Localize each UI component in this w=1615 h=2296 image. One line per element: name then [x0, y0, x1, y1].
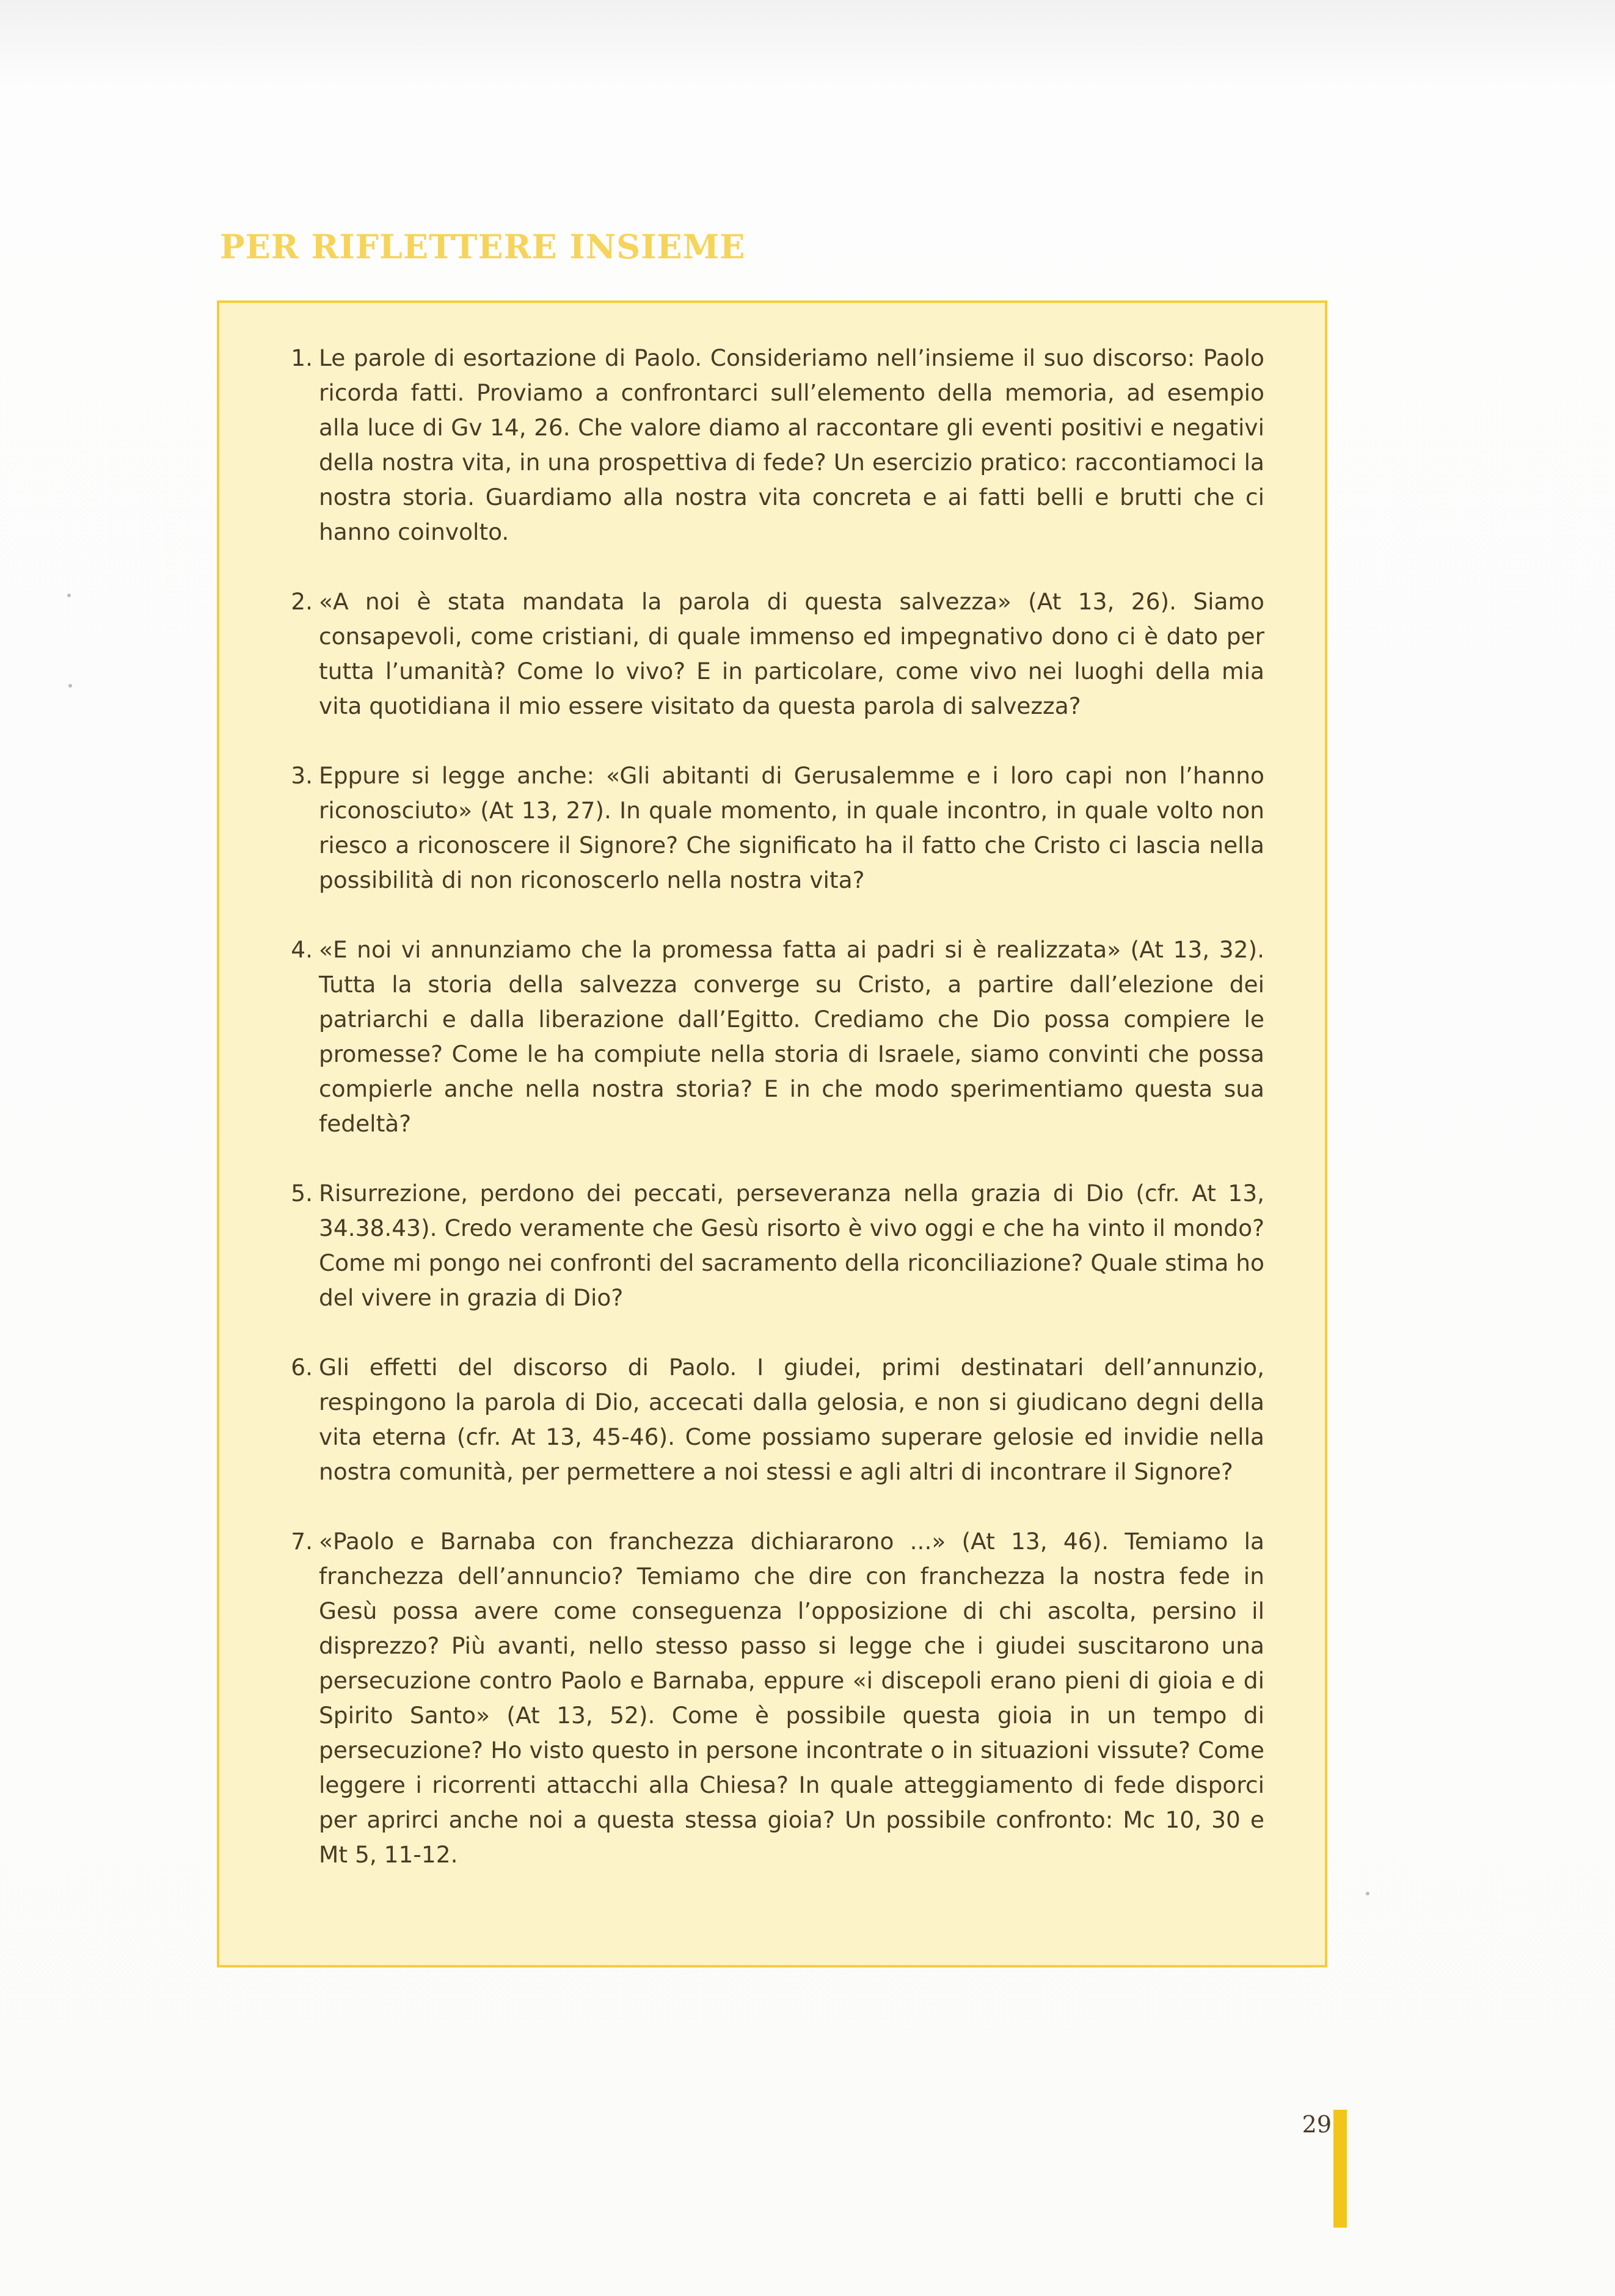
question-number: 3. — [291, 762, 313, 789]
question-item — [275, 1176, 1264, 1315]
question-text: Gli effetti del discorso di Paolo. I giudei, primi destinatari dell’annunzio, respingono la parola di Dio, accecati dalla gelosia, e non si giudicano degni della vita eterna (cfr. At 13, 45-46). Come possiamo superare gelosie ed invidie nella nostra comunità, per permettere a noi stessi e agli altri di incontrare il Signore? — [319, 1354, 1264, 1485]
scan-speck — [67, 594, 71, 597]
question-text: «A noi è stata mandata la parola di questa salvezza» (At 13, 26). Siamo consapevoli, come cristiani, di quale immenso ed impegnativo dono ci è dato per tutta l’umanità? Come lo vivo? E in particolare, come vivo nei luoghi della mia vita quotidiana il mio essere visitato da questa parola di salvezza? — [319, 588, 1264, 719]
question-number: 4. — [291, 936, 313, 963]
question-number: 6. — [291, 1354, 313, 1381]
scan-speck — [1366, 1892, 1369, 1895]
question-number: 5. — [291, 1180, 313, 1207]
page-tab-marker — [1333, 2110, 1347, 2228]
question-text: Risurrezione, perdono dei peccati, perseveranza nella grazia di Dio (cfr. At 13, 34.38.43). Credo veramente che Gesù risorto è vivo oggi e che ha vinto il mondo? Come mi pongo nei confronti del sacramento della riconciliazione? Quale stima ho del vivere in grazia di Dio? — [319, 1180, 1264, 1311]
question-text: «E noi vi annunziamo che la promessa fatta ai padri si è realizzata» (At 13, 32). Tutta la storia della salvezza converge su Cristo, a partire dall’elezione dei patriarchi e dalla liberazione dall’Egitto. Crediamo che Dio possa compiere le promesse? Come le ha compiute nella storia di Israele, siamo convinti che possa compierle anche nella nostra storia? E in che modo sperimentiamo questa sua fedeltà? — [319, 936, 1264, 1137]
question-number: 7. — [291, 1528, 313, 1555]
question-item — [275, 932, 1264, 1141]
question-item — [275, 341, 1264, 550]
question-item — [275, 1350, 1264, 1489]
scan-fold-shadow — [0, 0, 1615, 85]
page-number: 29 — [1302, 2111, 1332, 2138]
question-item — [275, 584, 1264, 724]
question-text: Eppure si legge anche: «Gli abitanti di Gerusalemme e i loro capi non l’hanno riconosciuto» (At 13, 27). In quale momento, in quale incontro, in quale volto non riesco a riconoscere il Signore? Che significato ha il fatto che Cristo ci lascia nella possibilità di non riconoscerlo nella nostra vita? — [319, 762, 1264, 893]
questions-list — [275, 341, 1264, 1907]
question-item — [275, 1524, 1264, 1872]
question-text: «Paolo e Barnaba con franchezza dichiararono ...» (At 13, 46). Temiamo la franchezza dell’annuncio? Temiamo che dire con franchezza la nostra fede in Gesù possa avere come conseguenza l’opposizione di chi ascolta, persino il disprezzo? Più avanti, nello stesso passo si legge che i giudei suscitarono una persecuzione contro Paolo e Barnaba, eppure «i discepoli erano pieni di gioia e di Spirito Santo» (At 13, 52). Come è possibile questa gioia in un tempo di persecuzione? Ho visto questo in persone incontrate o in situazioni vissute? Come leggere i ricorrenti attacchi alla Chiesa? In quale atteggiamento di fede disporci per aprirci anche noi a questa stessa gioia? Un possibile confronto: Mc 10, 30 e Mt 5, 11-12. — [319, 1528, 1264, 1868]
section-title: PER RIFLETTERE INSIEME — [220, 227, 746, 266]
question-item — [275, 758, 1264, 898]
question-number: 1. — [291, 344, 313, 371]
question-text: Le parole di esortazione di Paolo. Consideriamo nell’insieme il suo discorso: Paolo ricorda fatti. Proviamo a confrontarci sull’elemento della memoria, ad esempio alla luce di Gv 14, 26. Che valore diamo al raccontare gli eventi positivi e negativi della nostra vita, in una prospettiva di fede? Un esercizio pratico: raccontiamoci la nostra storia. Guardiamo alla nostra vita concreta e ai fatti belli e brutti che ci hanno coinvolto. — [319, 344, 1264, 545]
scan-speck — [68, 684, 72, 688]
question-number: 2. — [291, 588, 313, 615]
